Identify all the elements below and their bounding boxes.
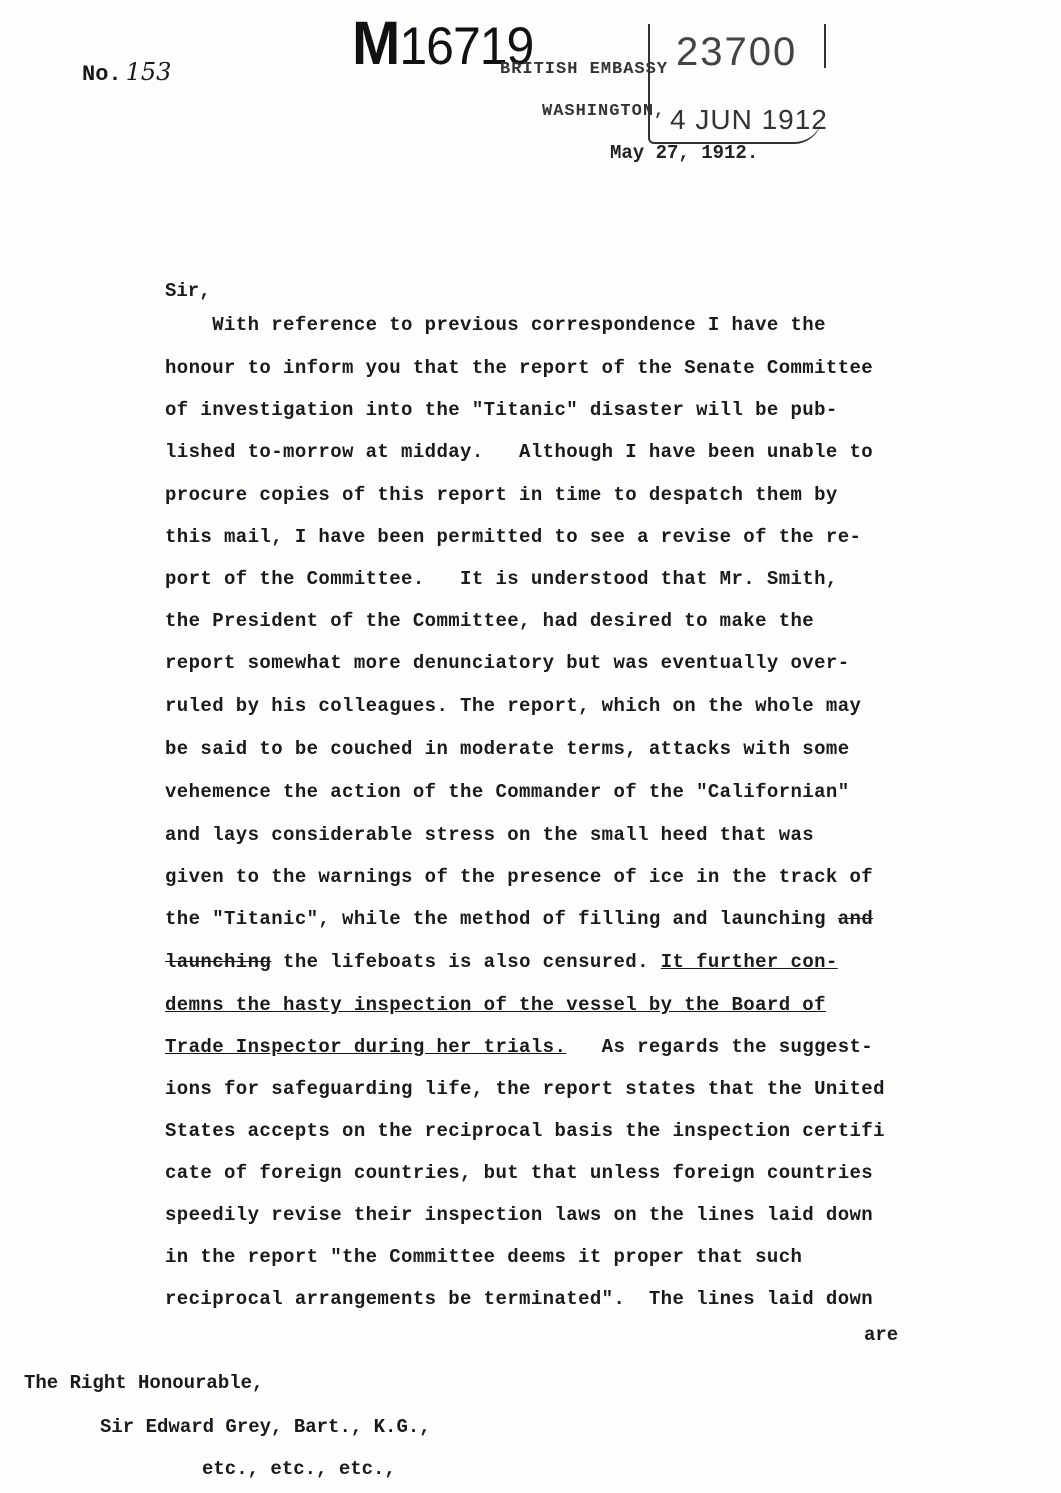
- body-line-21: cate of foreign countries, but that unless foreign countries: [165, 1162, 874, 1184]
- body-line-3: of investigation into the "Titanic" disaster will be pub-: [165, 399, 838, 421]
- body-line-16-text: the lifeboats is also censured.: [283, 951, 649, 973]
- registry-prefix: M: [352, 9, 400, 78]
- body-line-20: States accepts on the reciprocal basis the inspection certifi: [165, 1120, 885, 1142]
- received-stamp: [648, 24, 828, 144]
- body-line-18-tail: As regards the suggest-: [566, 1036, 874, 1058]
- catchword: are: [864, 1324, 899, 1346]
- body-line-9: report somewhat more denunciatory but was eventually over-: [165, 652, 850, 674]
- addressee-line-2: Sir Edward Grey, Bart., K.G.,: [100, 1416, 431, 1438]
- registry-number: 16719: [399, 16, 534, 76]
- struck-word-launching: launching: [165, 951, 272, 973]
- body-line-10: ruled by his colleagues. The report, which on the whole may: [165, 695, 862, 717]
- body-line-15: [165, 908, 873, 930]
- body-line-16: [165, 951, 838, 973]
- document-number-label: No.: [82, 62, 122, 87]
- body-line-23: in the report "the Committee deems it proper that such: [165, 1246, 803, 1268]
- body-line-18: [165, 1036, 873, 1058]
- letter-date: May 27, 1912.: [610, 142, 759, 164]
- addressee-line-3: etc., etc., etc.,: [202, 1458, 396, 1480]
- document-number: [82, 58, 171, 87]
- body-line-24: reciprocal arrangements be terminated". The lines laid down: [165, 1288, 874, 1310]
- body-line-13: and lays considerable stress on the small heed that was: [165, 824, 815, 846]
- body-line-17: demns the hasty inspection of the vessel by the Board of: [165, 994, 826, 1016]
- body-line-14: given to the warnings of the presence of ice in the track of: [165, 866, 874, 888]
- stamp-tick-mark: [824, 24, 826, 68]
- body-line-12: vehemence the action of the Commander of the "Californian": [165, 781, 850, 803]
- body-line-4: lished to-morrow at midday. Although I have been unable to: [165, 441, 874, 463]
- body-line-19: ions for safeguarding life, the report states that the United: [165, 1078, 885, 1100]
- underlined-passage-start: It further con-: [660, 951, 838, 973]
- addressee-line-1: The Right Honourable,: [24, 1372, 264, 1394]
- body-line-11: be said to be couched in moderate terms, attacks with some: [165, 738, 850, 760]
- city-heading: WASHINGTON,: [542, 102, 666, 121]
- body-line-1: With reference to previous correspondence I have the: [165, 314, 826, 336]
- body-line-5: procure copies of this report in time to despatch them by: [165, 484, 838, 506]
- received-number: 23700: [676, 30, 798, 74]
- body-line-7: port of the Committee. It is understood that Mr. Smith,: [165, 568, 838, 590]
- document-number-value: 153: [125, 58, 172, 86]
- struck-word-and: and: [837, 908, 874, 930]
- body-line-2: honour to inform you that the report of the Senate Committee: [165, 357, 874, 379]
- body-line-8: the President of the Committee, had desired to make the: [165, 610, 815, 632]
- body-line-6: this mail, I have been permitted to see a revise of the re-: [165, 526, 862, 548]
- body-line-22: speedily revise their inspection laws on the lines laid down: [165, 1204, 874, 1226]
- body-line-15-text: the "Titanic", while the method of filling and launching: [165, 908, 826, 930]
- underlined-passage-end: Trade Inspector during her trials.: [165, 1036, 567, 1058]
- embassy-heading: BRITISH EMBASSY: [500, 60, 669, 79]
- received-date: 4 JUN 1912: [670, 104, 828, 135]
- salutation: Sir,: [165, 280, 211, 302]
